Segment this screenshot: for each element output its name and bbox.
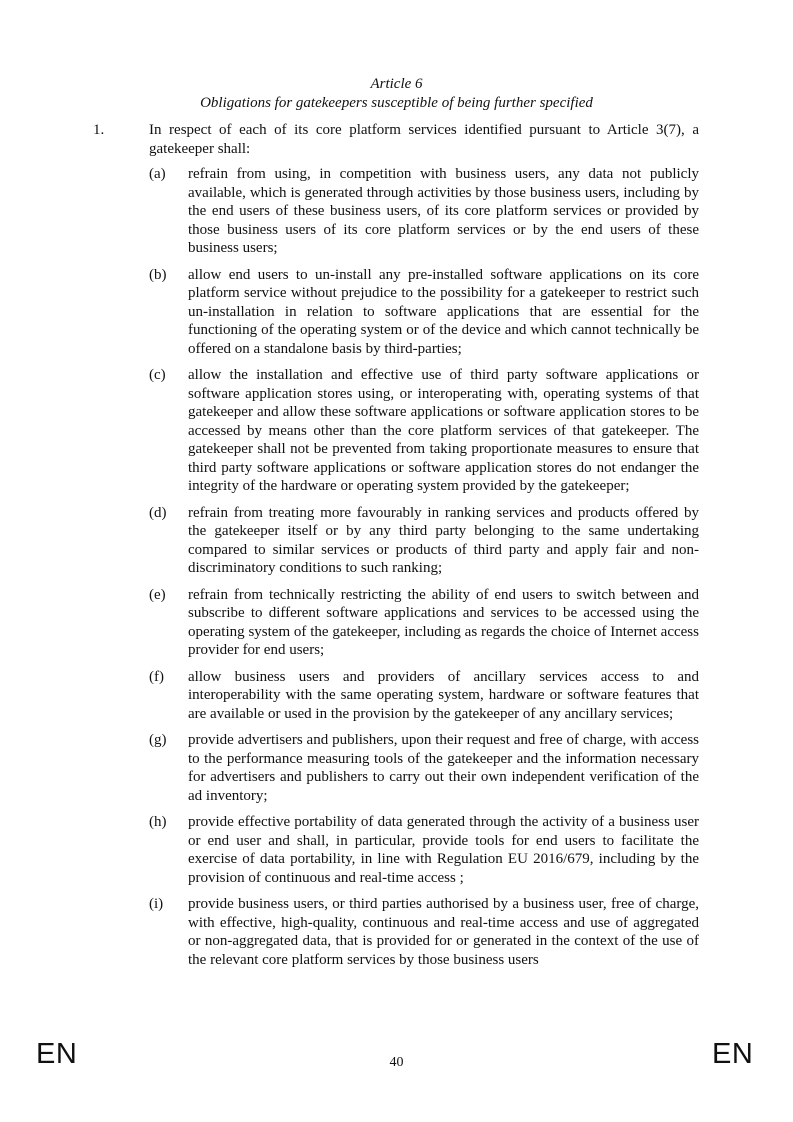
item-text: allow business users and providers of ancillary services access to and interoperability with the same operating system, hardware or software features that are available or used in the provision by the gatekeeper of any ancillary services; <box>188 668 699 722</box>
page-number: 40 <box>389 1055 404 1070</box>
item-text: refrain from using, in competition with business users, any data not publicly available, which is generated through activities by those business users, including by the end users of these business users, of its core platform services or provided by those business users of its core platform services or by the end users of these business users; <box>188 166 699 256</box>
item-text: refrain from treating more favourably in ranking services and products offered by the gatekeeper itself or by any third party belonging to the same undertaking compared to similar services or products of third party and apply fair and non-discriminatory conditions to such ranking; <box>188 504 699 576</box>
item-label: (g) <box>149 732 167 748</box>
item-label: (b) <box>149 266 167 283</box>
list-item-b <box>149 266 699 359</box>
list-item-c <box>149 366 699 496</box>
obligation-list <box>149 165 699 977</box>
item-text: refrain from technically restricting the ability of end users to switch between and subscribe to different software applications and services to be accessed using the operating system of the gatekeeper, including as regards the choice of Internet access provider for end users; <box>188 586 699 658</box>
language-code-right: EN <box>712 1038 754 1070</box>
item-text: allow end users to un-install any pre-installed software applications on its core platform service without prejudice to the possibility for a gatekeeper to restrict such un-installation in relation to software applications that are essential for the functioning of the operating system or of the device and which cannot technically be offered on a standalone basis by third-parties; <box>188 266 699 357</box>
article-title: Article 6 <box>370 76 423 92</box>
list-item-a <box>149 165 699 258</box>
item-label: (d) <box>149 504 167 521</box>
list-item-d <box>149 504 699 578</box>
item-label: (h) <box>149 814 167 830</box>
item-label: (a) <box>149 166 166 182</box>
paragraph-text: In respect of each of its core platform services identified pursuant to Article 3(7), a gatekeeper shall: <box>149 122 699 157</box>
item-text: allow the installation and effective use of third party software applications or software application stores using, or interoperating with, operating systems of that gatekeeper and allow these software applications or software application stores to be accessed by means other than the core platform services of that gatekeeper. The gatekeeper shall not be prevented from taking proportionate measures to ensure that third party software applications or software application stores do not endanger the integrity of the hardware or operating system provided by the gatekeeper; <box>188 367 699 494</box>
item-label: (i) <box>149 896 164 912</box>
list-item-g <box>149 731 699 805</box>
language-code-left: EN <box>36 1038 78 1070</box>
item-label: (e) <box>149 586 166 603</box>
list-item-e <box>149 586 699 660</box>
item-text: provide advertisers and publishers, upon their request and free of charge, with access to the performance measuring tools of the gatekeeper and the information necessary for advertisers and publishers to carry out their own independent verification of the ad inventory; <box>188 732 699 804</box>
paragraph-number: 1. <box>93 122 105 138</box>
item-label: (c) <box>149 367 166 383</box>
list-item-i <box>149 895 699 969</box>
item-text: provide effective portability of data generated through the activity of a business user or end user and shall, in particular, provide tools for end users to facilitate the exercise of data portability, in line with Regulation EU 2016/679, including by the provision of continuous and real-time access ; <box>188 814 699 886</box>
list-item-h <box>149 813 699 887</box>
item-text: provide business users, or third parties authorised by a business user, free of charge, with effective, high-quality, continuous and real-time access and use of aggregated or non-aggregated data, that is provided for or generated in the context of the use of the relevant core platform services by those business users <box>188 896 699 968</box>
item-label: (f) <box>149 668 164 685</box>
article-subtitle: Obligations for gatekeepers susceptible of being further specified <box>200 95 593 111</box>
list-item-f <box>149 668 699 724</box>
